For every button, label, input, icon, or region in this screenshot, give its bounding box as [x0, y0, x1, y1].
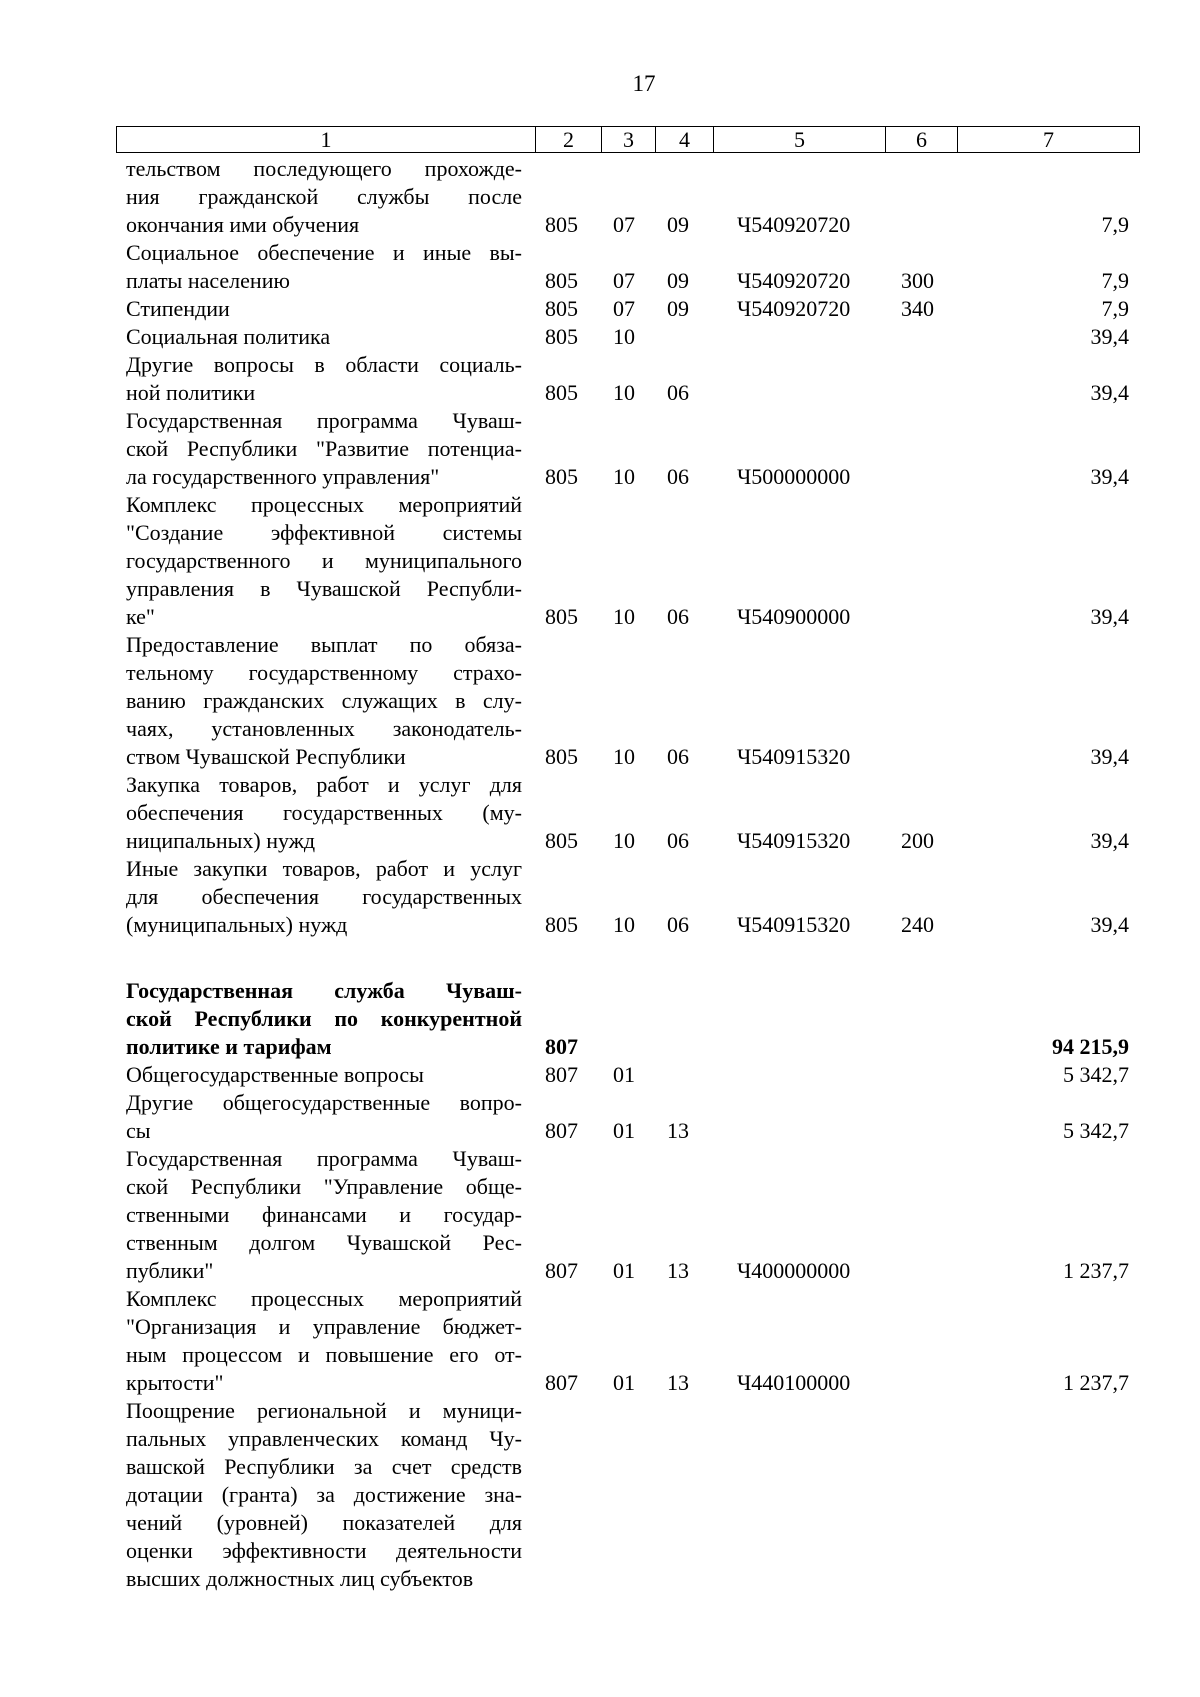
amount: 39,4: [1090, 828, 1129, 853]
spacer-cell: [116, 939, 1139, 977]
row-name-line: высших должностных лиц субъектов: [126, 1566, 474, 1591]
row-name-line: управления в Чувашской Республи-: [126, 576, 522, 601]
column-header-6: 6: [886, 127, 958, 153]
row-name-line: политике и тарифам: [126, 1034, 332, 1059]
expense-type-code: [885, 323, 957, 351]
row-name-line: чаях, установленных законодатель-: [126, 716, 522, 741]
amount: 5 342,7: [1063, 1118, 1129, 1143]
row-name-line: ской Республики "Управление обще-: [126, 1174, 522, 1199]
subsection-code: 06: [667, 744, 689, 769]
expense-type-code: [885, 491, 957, 631]
subsection-code: [655, 977, 713, 1061]
row-name-cell: [116, 1061, 535, 1089]
row-name-cell: [116, 771, 535, 855]
amount: 39,4: [1090, 324, 1129, 349]
target-article-code: Ч540900000: [737, 604, 851, 629]
budget-table: [116, 155, 1139, 1593]
row-name-line: пальных управленческих команд Чу-: [126, 1426, 522, 1451]
column-header-1: 1: [117, 127, 536, 153]
section-code: 10: [613, 828, 635, 853]
row-name-line: Государственная служба Чуваш-: [126, 978, 522, 1003]
grbs-code: 805: [545, 296, 578, 321]
subsection-code: 09: [667, 268, 689, 293]
expense-type-code: [885, 1089, 957, 1145]
amount: 7,9: [1101, 268, 1129, 293]
row-name-line: оценки эффективности деятельности: [126, 1538, 522, 1563]
subsection-code: 13: [667, 1370, 689, 1395]
row-name-line: ной политики: [126, 380, 256, 405]
amount: 39,4: [1090, 912, 1129, 937]
row-name-line: обеспечения государственных (му-: [126, 800, 522, 825]
section-code: 01: [613, 1062, 635, 1087]
table-row: [116, 407, 1139, 491]
target-article-code: Ч540915320: [737, 744, 851, 769]
expense-type-code: [885, 407, 957, 491]
row-name-line: "Создание эффективной системы: [126, 520, 522, 545]
row-name-line: крытости": [126, 1370, 224, 1395]
section-code: 10: [613, 380, 635, 405]
column-header-table: [116, 126, 1140, 153]
section-code: 10: [613, 324, 635, 349]
row-name-line: Комплекс процессных мероприятий: [126, 1286, 522, 1311]
grbs-code: 807: [545, 1062, 578, 1087]
row-name-line: Государственная программа Чуваш-: [126, 1146, 522, 1171]
amount: [957, 1397, 1139, 1593]
amount: 1 237,7: [1063, 1370, 1129, 1395]
row-name-line: ниципальных) нужд: [126, 828, 316, 853]
target-article-code: Ч400000000: [737, 1258, 851, 1283]
amount: 94 215,9: [1052, 1034, 1129, 1059]
row-name-cell: [116, 631, 535, 771]
row-name-line: сы: [126, 1118, 151, 1143]
grbs-code: 805: [545, 380, 578, 405]
row-name-line: ванию гражданских служащих в слу-: [126, 688, 522, 713]
subsection-code: 06: [667, 380, 689, 405]
row-name-line: тельному государственному страхо-: [126, 660, 522, 685]
row-name-line: ке": [126, 604, 155, 629]
column-header-7: 7: [958, 127, 1140, 153]
row-name-line: Социальная политика: [126, 324, 331, 349]
grbs-code: 805: [545, 604, 578, 629]
row-name-line: вашской Республики за счет средств: [126, 1454, 522, 1479]
expense-type-code: 340: [901, 296, 934, 321]
row-name-line: платы населению: [126, 268, 290, 293]
grbs-code: 805: [545, 268, 578, 293]
expense-type-code: 200: [901, 828, 934, 853]
expense-type-code: [885, 155, 957, 239]
budget-table-body: [116, 155, 1139, 1593]
grbs-code: 805: [545, 324, 578, 349]
table-row: [116, 771, 1139, 855]
row-name-line: Предоставление выплат по обяза-: [126, 632, 522, 657]
subsection-code: 06: [667, 828, 689, 853]
amount: 7,9: [1101, 212, 1129, 237]
section-code: 10: [613, 912, 635, 937]
amount: 39,4: [1090, 744, 1129, 769]
expense-type-code: [885, 631, 957, 771]
row-name-line: дотации (гранта) за достижение зна-: [126, 1482, 522, 1507]
row-name-cell: [116, 351, 535, 407]
subsection-code: 09: [667, 212, 689, 237]
expense-type-code: [885, 1397, 957, 1593]
subsection-code: [655, 1397, 713, 1593]
grbs-code: 807: [545, 1118, 578, 1143]
target-article-code: [713, 1061, 885, 1089]
amount: 39,4: [1090, 380, 1129, 405]
row-name-line: Закупка товаров, работ и услуг для: [126, 772, 522, 797]
table-row: [116, 351, 1139, 407]
row-name-cell: [116, 295, 535, 323]
column-header-row: [117, 127, 1140, 153]
expense-type-code: [885, 1061, 957, 1089]
expense-type-code: [885, 1285, 957, 1397]
section-code: 07: [613, 268, 635, 293]
subsection-code: [655, 323, 713, 351]
row-name-line: Стипендии: [126, 296, 230, 321]
row-name-line: Государственная программа Чуваш-: [126, 408, 522, 433]
row-name-line: Другие вопросы в области социаль-: [126, 352, 522, 377]
target-article-code: [713, 323, 885, 351]
column-header-3: 3: [602, 127, 656, 153]
row-name-line: (муниципальных) нужд: [126, 912, 348, 937]
target-article-code: Ч540915320: [737, 912, 851, 937]
row-name-line: Иные закупки товаров, работ и услуг: [126, 856, 522, 881]
table-row: [116, 977, 1139, 1061]
row-name-line: тельством последующего прохожде-: [126, 156, 522, 181]
row-name-line: ла государственного управления": [126, 464, 440, 489]
expense-type-code: [885, 1145, 957, 1285]
subsection-code: 13: [667, 1258, 689, 1283]
row-name-line: окончания ими обучения: [126, 212, 360, 237]
table-row: [116, 1285, 1139, 1397]
row-name-line: для обеспечения государственных: [126, 884, 522, 909]
subsection-code: 06: [667, 912, 689, 937]
row-name-line: Общегосударственные вопросы: [126, 1062, 424, 1087]
subsection-code: 06: [667, 464, 689, 489]
subsection-code: 06: [667, 604, 689, 629]
section-code: [601, 1397, 655, 1593]
amount: 1 237,7: [1063, 1258, 1129, 1283]
target-article-code: [713, 977, 885, 1061]
section-code: [601, 977, 655, 1061]
section-code: 01: [613, 1370, 635, 1395]
grbs-code: 807: [545, 1370, 578, 1395]
table-row: [116, 239, 1139, 295]
section-code: 10: [613, 744, 635, 769]
target-article-code: [713, 1397, 885, 1593]
target-article-code: Ч500000000: [737, 464, 851, 489]
expense-type-code: [885, 351, 957, 407]
table-row: [116, 1145, 1139, 1285]
row-name-line: ством Чувашской Республики: [126, 744, 406, 769]
subsection-code: [655, 1061, 713, 1089]
row-name-cell: [116, 1285, 535, 1397]
amount: 5 342,7: [1063, 1062, 1129, 1087]
row-name-cell: [116, 407, 535, 491]
section-code: 10: [613, 464, 635, 489]
row-name-line: ственными финансами и государ-: [126, 1202, 522, 1227]
section-code: 07: [613, 296, 635, 321]
row-name-line: ской Республики "Развитие потенциа-: [126, 436, 522, 461]
section-code: 10: [613, 604, 635, 629]
row-name-cell: [116, 491, 535, 631]
table-row: [116, 631, 1139, 771]
column-header-2: 2: [536, 127, 602, 153]
target-article-code: Ч540915320: [737, 828, 851, 853]
expense-type-code: [885, 977, 957, 1061]
amount: 39,4: [1090, 464, 1129, 489]
table-row: [116, 1397, 1139, 1593]
grbs-code: 805: [545, 744, 578, 769]
row-name-cell: [116, 1089, 535, 1145]
target-article-code: Ч440100000: [737, 1370, 851, 1395]
page-number: 17: [632, 71, 656, 96]
row-name-line: Комплекс процессных мероприятий: [126, 492, 522, 517]
row-name-line: ской Республики по конкурентной: [126, 1006, 522, 1031]
grbs-code: 805: [545, 212, 578, 237]
grbs-code: 807: [545, 1258, 578, 1283]
subsection-code: 13: [667, 1118, 689, 1143]
row-name-cell: [116, 239, 535, 295]
amount: 39,4: [1090, 604, 1129, 629]
row-name-cell: [116, 855, 535, 939]
row-name-line: ным процессом и повышение его от-: [126, 1342, 522, 1367]
subsection-code: 09: [667, 296, 689, 321]
row-name-line: Социальное обеспечение и иные вы-: [126, 240, 522, 265]
table-row: [116, 855, 1139, 939]
target-article-code: [713, 351, 885, 407]
target-article-code: Ч540920720: [737, 296, 851, 321]
grbs-code: [535, 1397, 601, 1593]
target-article-code: [713, 1089, 885, 1145]
row-name-line: государственного и муниципального: [126, 548, 522, 573]
row-name-line: Другие общегосударственные вопро-: [126, 1090, 522, 1115]
grbs-code: 805: [545, 828, 578, 853]
row-name-cell: [116, 155, 535, 239]
row-name-cell: [116, 1145, 535, 1285]
row-name-line: ния гражданской службы после: [126, 184, 522, 209]
column-header-4: 4: [656, 127, 714, 153]
expense-type-code: 300: [901, 268, 934, 293]
expense-type-code: 240: [901, 912, 934, 937]
row-name-line: ственным долгом Чувашской Рес-: [126, 1230, 522, 1255]
target-article-code: Ч540920720: [737, 212, 851, 237]
table-row: [116, 295, 1139, 323]
grbs-code: 807: [545, 1034, 578, 1059]
table-row: [116, 1061, 1139, 1089]
target-article-code: Ч540920720: [737, 268, 851, 293]
amount: 7,9: [1101, 296, 1129, 321]
table-row: [116, 1089, 1139, 1145]
row-name-line: "Организация и управление бюджет-: [126, 1314, 522, 1339]
grbs-code: 805: [545, 464, 578, 489]
row-name-cell: [116, 977, 535, 1061]
section-code: 01: [613, 1258, 635, 1283]
section-code: 07: [613, 212, 635, 237]
row-name-cell: [116, 323, 535, 351]
row-name-line: чений (уровней) показателей для: [126, 1510, 522, 1535]
section-code: 01: [613, 1118, 635, 1143]
grbs-code: 805: [545, 912, 578, 937]
table-row: [116, 491, 1139, 631]
spacer-row: [116, 939, 1139, 977]
row-name-line: Поощрение региональной и муници-: [126, 1398, 522, 1423]
row-name-cell: [116, 1397, 535, 1593]
table-row: [116, 155, 1139, 239]
row-name-line: публики": [126, 1258, 214, 1283]
table-row: [116, 323, 1139, 351]
column-header-5: 5: [714, 127, 886, 153]
